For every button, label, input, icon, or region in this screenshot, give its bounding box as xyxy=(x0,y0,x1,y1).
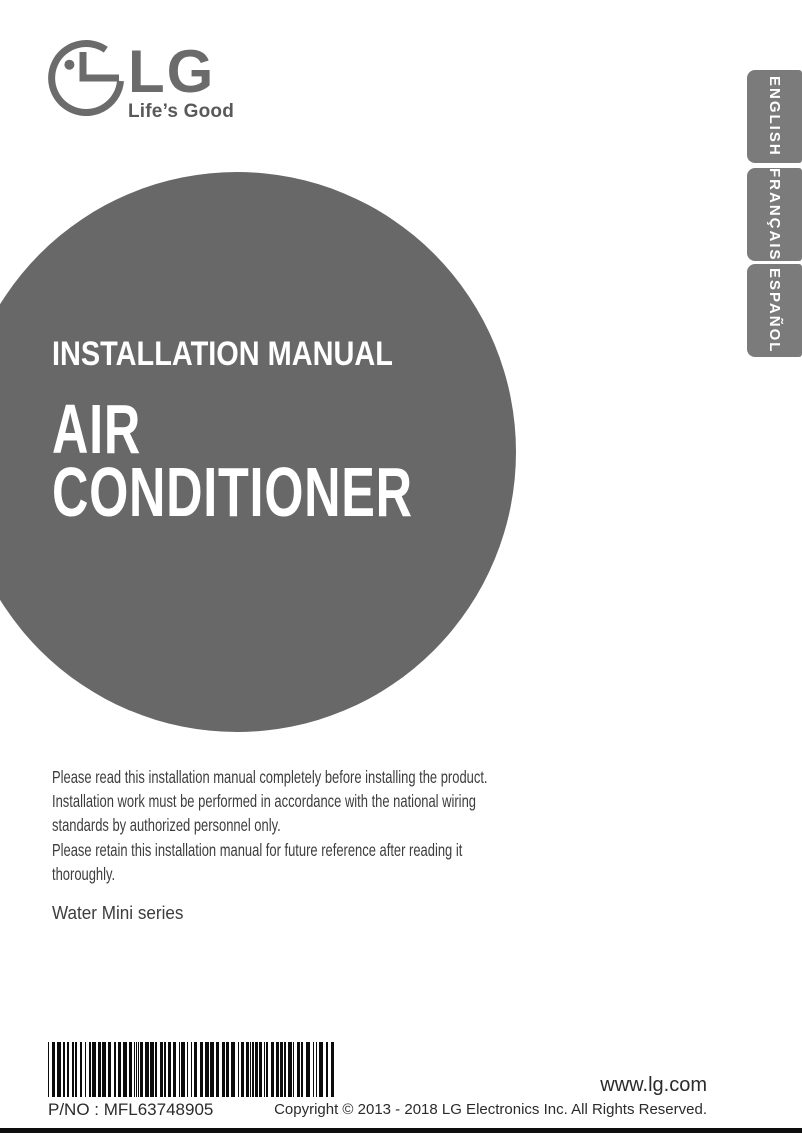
lg-wordmark: LG xyxy=(128,38,216,105)
page-bottom-rule xyxy=(0,1128,802,1133)
cover-title-line2: CONDITIONER xyxy=(52,453,413,531)
tab-espanol[interactable]: ESPAÑOL xyxy=(747,264,802,357)
cover-title xyxy=(52,390,413,531)
notice-line: Please retain this installation manual for future reference after reading it xyxy=(52,839,463,860)
notice-text xyxy=(52,765,488,886)
lg-tagline: Life’s Good xyxy=(128,101,234,122)
tab-francais[interactable]: FRANÇAIS xyxy=(747,168,802,261)
cover-title-line1: AIR xyxy=(52,390,141,468)
barcode xyxy=(48,1042,337,1097)
series-name: Water Mini series xyxy=(52,903,184,923)
tab-english[interactable]: ENGLISH xyxy=(747,70,802,163)
website-link[interactable]: www.lg.com xyxy=(600,1074,707,1096)
cover-subtitle: INSTALLATION MANUAL xyxy=(52,335,393,373)
notice-line: Please read this installation manual completely before installing the product. xyxy=(52,767,488,787)
notice-line: thoroughly. xyxy=(52,863,116,884)
notice-line: Installation work must be performed in accordance with the national wiring xyxy=(52,791,476,812)
lg-symbol-icon xyxy=(48,40,124,116)
notice-line: standards by authorized personnel only. xyxy=(52,815,281,836)
part-number: P/NO : MFL63748905 xyxy=(48,1100,214,1119)
copyright-text: Copyright © 2013 - 2018 LG Electronics Inc. All Rights Reserved. xyxy=(274,1101,707,1118)
